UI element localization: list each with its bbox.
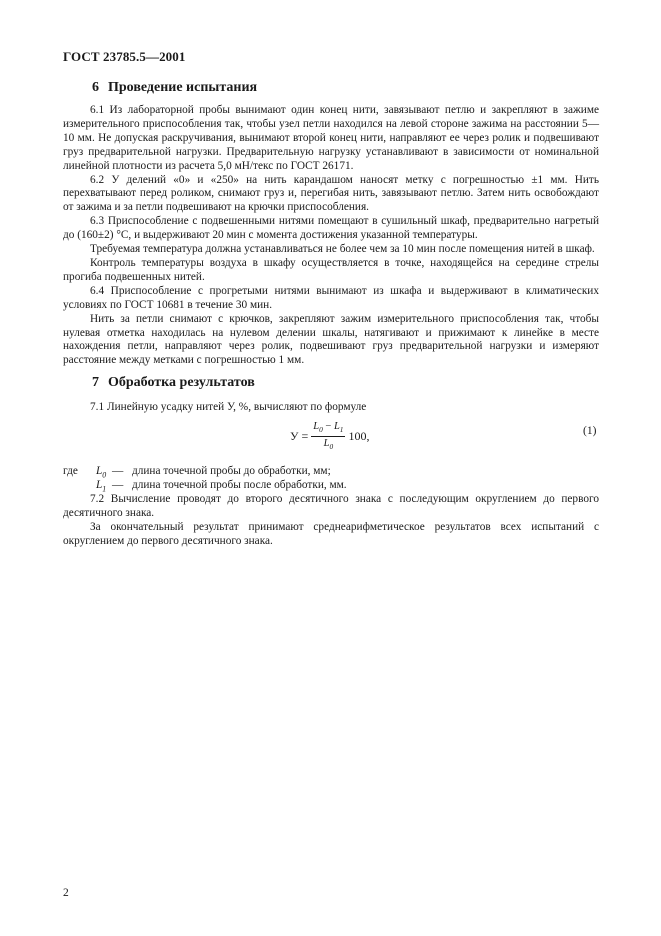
section-7-title: Обработка результатов (108, 375, 255, 390)
doc-header: ГОСТ 23785.5—2001 (63, 49, 186, 64)
legend-symbol-letter: L (96, 479, 103, 491)
formula-numerator (311, 421, 345, 436)
section-7-number: 7 (92, 375, 99, 390)
paragraph: 6.2 У делений «0» и «250» на нить карандашом наносят метку с погрешностью ±1 мм. Нить перехватывают перед роликом, снимают груз и, перегибая нить, завязывают петлю. Затем нить освобождают от зажима и за петли подвешивают на крючки приспособления. (63, 173, 599, 214)
paragraph: Требуемая температура должна устанавливаться не более чем за 10 мин после помещения нитей в шкаф. (90, 243, 595, 256)
formula-operator: − (322, 421, 334, 433)
section-6-body (63, 104, 599, 368)
legend-symbol-sub: 1 (102, 484, 107, 494)
formula-symbol: L (313, 421, 320, 433)
formula (290, 420, 369, 452)
paragraph: 6.3 Приспособление с подвешенными нитями помещают в сушильный шкаф, предварительно нагретый до (160±2) °С, и выдерживают 20 мин с момента достижения указанной температуры. (63, 215, 599, 242)
formula-symbol: L (323, 437, 330, 449)
formula-symbol: L (333, 421, 340, 433)
formula-denominator (324, 437, 334, 451)
paragraph: 7.2 Вычисление проводят до второго десятичного знака с последующим округлением до первого десятичного знака. (63, 493, 599, 519)
legend-symbol-letter: L (96, 465, 103, 477)
legend-symbol-sub: 0 (102, 470, 107, 480)
section-6-title: Проведение испытания (108, 80, 258, 95)
paragraph: 6.4 Приспособление с прогретыми нитями вынимают из шкафа и выдерживают в климатических условиях по ГОСТ 10681 в течение 30 мин. (63, 284, 599, 311)
legend-text: длина точечной пробы после обработки, мм. (132, 479, 347, 491)
section-7-heading (92, 375, 255, 391)
section-6-heading (92, 80, 257, 96)
formula-lhs: У = (290, 428, 309, 443)
formula-subscript: 0 (319, 425, 323, 435)
formula-fraction (311, 421, 345, 450)
paragraph: Контроль температуры воздуха в шкафу осуществляется в точке, находящейся на середине стрелы прогиба подвешенных нитей. (63, 256, 599, 283)
paragraph: За окончательный результат принимают среднеарифметическое результатов всех испытаний с округлением до первого десятичного знака. (63, 520, 599, 547)
paragraph: 6.1 Из лабораторной пробы вынимают один конец нити, завязывают петлю и закрепляют в зажиме измерительного приспособления так, чтобы узел петли находился на левой стороне зажима на расстоянии 5—10 мм. Не допуская раскручивания, вынимают второй конец нити, направляют ее через ролик и подвешивают груз предварительной нагрузки. Предварительную нагрузку устанавливают в зависимости от номинальной линейной плотности из расчета 5,0 мН/текс по ГОСТ 26171. (63, 104, 599, 172)
page-number: 2 (63, 887, 69, 899)
formula-multiplier: 100, (348, 428, 370, 443)
paragraph: 7.1 Линейную усадку нитей У, %, вычисляют по формуле (90, 401, 367, 413)
legend-text: длина точечной пробы до обработки, мм; (132, 465, 331, 477)
formula-subscript: 0 (329, 441, 334, 451)
section-7-intro (63, 401, 599, 415)
formula-number: (1) (583, 425, 597, 437)
section-7-body (63, 493, 599, 549)
section-6-number: 6 (92, 80, 99, 95)
formula-subscript: 1 (339, 425, 344, 435)
legend-dash: — (112, 465, 124, 477)
where-label: где (63, 465, 78, 477)
legend-dash: — (112, 479, 124, 491)
paragraph: Нить за петли снимают с крючков, закрепляют зажим измерительного приспособления так, чтобы нулевая отметка находилась на нулевом делении шкалы, натягивают и прижимают к линейке в месте нахождения петли, направляют через ролик, подвешивают груз предварительной нагрузки и измеряют расстояние между метками с погрешностью 1 мм. (63, 312, 599, 367)
